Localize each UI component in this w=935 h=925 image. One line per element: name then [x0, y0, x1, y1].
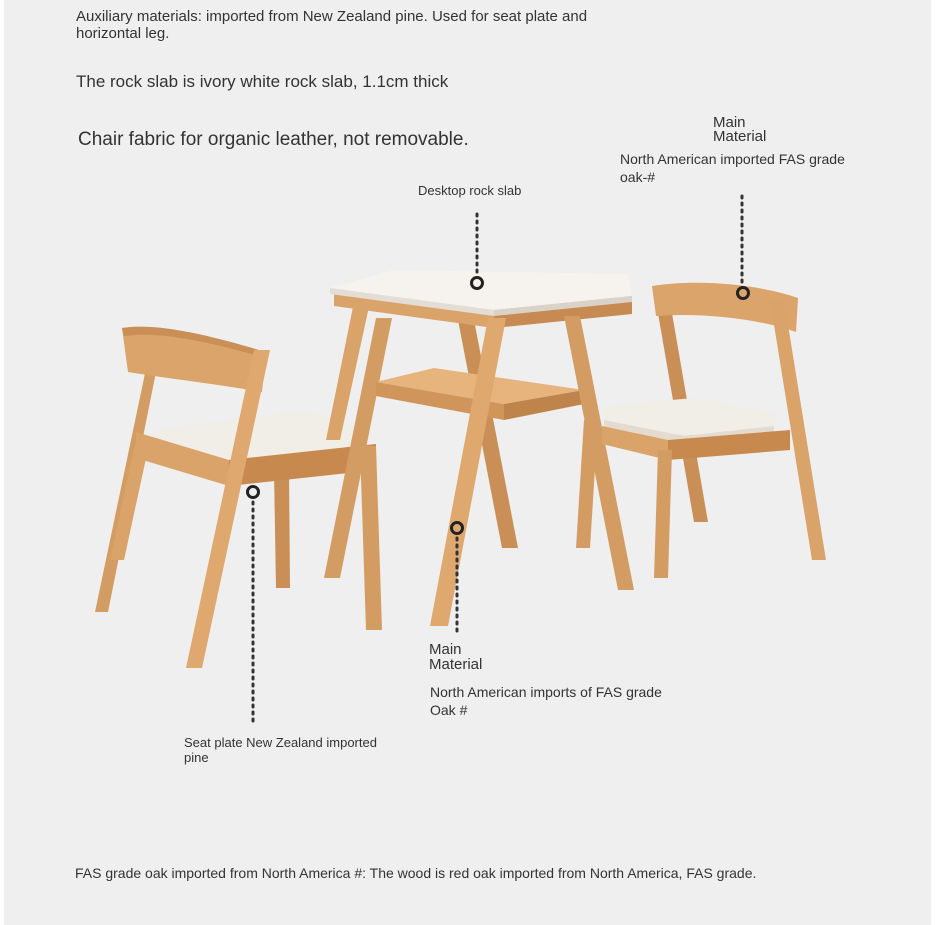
- callout-right-chair-title-2: Material: [713, 128, 767, 145]
- callout-desktop-marker: [472, 214, 483, 289]
- callout-seat-marker: [248, 487, 259, 725]
- footer-note: FAS grade oak imported from North America #: The wood is red oak imported from North America, FAS grade.: [75, 865, 757, 881]
- callout-right-chair-marker: [738, 196, 749, 299]
- callout-seat-desc-2: pine: [184, 750, 209, 765]
- callout-table-leg-desc-2: Oak #: [430, 702, 468, 718]
- fabric-note: Chair fabric for organic leather, not removable.: [78, 129, 469, 150]
- callout-right-chair-title-1: Main: [713, 114, 746, 131]
- auxiliary-note-line-1: Auxiliary materials: imported from New Zealand pine. Used for seat plate and: [76, 8, 588, 25]
- callout-right-chair-desc-1: North American imported FAS grade: [620, 151, 845, 167]
- callout-seat-desc-1: Seat plate New Zealand imported: [184, 735, 377, 750]
- callout-table-leg-desc-1: North American imports of FAS grade: [430, 684, 662, 700]
- callout-table-leg-title-2: Material: [429, 656, 483, 673]
- product-image-canvas: [4, 0, 931, 925]
- callout-desktop-label: Desktop rock slab: [418, 183, 522, 198]
- rock-slab-note: The rock slab is ivory white rock slab, 1.1cm thick: [76, 72, 449, 91]
- callout-table-leg-title-1: Main: [429, 641, 462, 658]
- auxiliary-note-line-2: horizontal leg.: [76, 25, 170, 42]
- callout-right-chair-desc-2: oak-#: [620, 169, 656, 185]
